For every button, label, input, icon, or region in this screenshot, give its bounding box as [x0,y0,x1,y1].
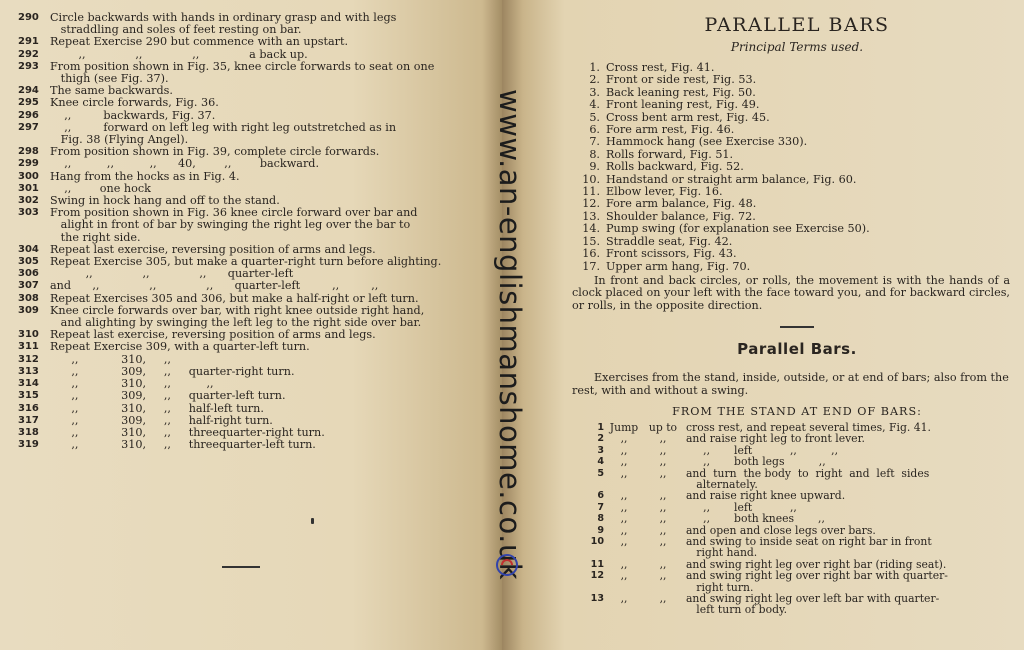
exercise-text: and swing right leg over left bar with quarter- left turn of body. [686,592,940,617]
term-number: 14. [582,222,600,236]
exercise-number: 318 [18,426,39,438]
term-number: 16. [582,247,600,261]
exercise-number: 306 [18,268,39,280]
exercise-number: 301 [18,182,39,194]
exercise-number: 317 [18,414,39,426]
exercise-entry [18,110,496,122]
exercise-text: Repeat Exercise 290 but commence with an upstart. [50,35,349,49]
exercise-text: ,, both legs ,, [686,455,826,469]
page-title: PARALLEL BARS [704,14,890,36]
term-item [578,223,1016,235]
ditto-upto: ,, [659,455,667,469]
exercise-item [578,536,1016,559]
exercise-text: ,, left ,, [686,500,797,514]
exercise-number: 309 [18,304,39,316]
exercise-text: ,, 310, ,, threequarter-left turn. [50,438,316,452]
exercise-number: 308 [18,292,39,304]
exercise-number: 12 [590,570,604,582]
exercise-number: 4 [597,456,604,468]
exercise-entry [18,341,496,353]
term-number: 6. [589,123,600,137]
term-text: Fore arm rest, Fig. 46. [606,123,735,137]
exercise-text: and turn the body to right and left sides alternately. [686,466,930,491]
term-text: Cross bent arm rest, Fig. 45. [606,110,770,124]
ditto-upto: ,, [659,512,667,526]
ditto-upto: ,, [659,557,667,571]
term-text: Hammock hang (see Exercise 330). [606,135,808,149]
exercise-number: 319 [18,439,39,451]
term-text: Front leaning rest, Fig. 49. [606,98,760,112]
exercise-text: ,, 309, ,, quarter-right turn. [50,364,295,378]
exercise-text: cross rest, and repeat several times, Fig. 41. [686,420,931,434]
exercise-number: 311 [18,341,39,353]
exercise-number: 297 [18,121,39,133]
exercise-number: 312 [18,353,39,365]
term-number: 2. [589,73,600,87]
ditto-upto: ,, [659,569,667,583]
exercise-text: and swing right leg over right bar (riding seat). [686,557,947,571]
term-text: Shoulder balance, Fig. 72. [606,209,756,223]
exercise-number: 293 [18,60,39,72]
ditto-upto: ,, [659,523,667,537]
exercise-text: ,, 310, ,, half-left turn. [50,401,264,415]
exercise-text: ,, 309, ,, quarter-left turn. [50,389,286,403]
exercise-text: ,, 310, ,, [50,352,171,366]
ditto-jump: ,, [620,569,628,583]
exercise-text: Repeat last exercise, reversing position of arms and legs. [50,328,376,342]
term-text: Pump swing (for explanation see Exercise 50). [606,222,870,236]
exercise-text: and raise right leg to front lever. [686,432,865,446]
exercise-entry [18,207,496,244]
term-item [578,136,1016,148]
term-text: Back leaning rest, Fig. 50. [606,85,756,99]
exercise-text: ,, ,, ,, 40, ,, backward. [50,157,320,171]
right-page [502,0,1024,650]
term-number: 17. [582,259,600,273]
exercise-number: 302 [18,195,39,207]
term-number: 3. [589,85,600,99]
term-number: 4. [589,98,600,112]
ditto-jump: ,, [620,512,628,526]
ditto-jump: ,, [620,443,628,457]
exercise-item [578,490,1016,501]
watermark [490,89,530,581]
exercise-number: 310 [18,329,39,341]
exercise-number: 3 [597,444,604,456]
watermark-logo-icon [494,552,520,578]
exercise-text: From position shown in Fig. 36 knee circle forward over bar and alight in front of bar by swinging the right leg over the bar to the right side. [50,206,418,244]
term-text: Handstand or straight arm balance, Fig. 60. [606,172,857,186]
exercise-text: and raise right knee upward. [686,489,846,503]
term-text: Elbow lever, Fig. 16. [606,185,723,199]
exercise-entry [18,158,496,170]
ditto-upto: ,, [659,535,667,548]
exercise-text: The same backwards. [50,84,173,98]
term-number: 13. [582,209,600,223]
ditto-upto: up to [648,420,678,434]
exercise-number: 11 [590,558,604,570]
exercise-entry [18,171,496,183]
term-number: 10. [582,172,600,186]
exercise-text: Knee circle forwards over bar, with right knee outside right hand, and alighting by swinging the left leg to the right side over bar. [50,303,425,330]
term-text: Fore arm balance, Fig. 48. [606,197,757,211]
ditto-jump: ,, [620,592,628,606]
exercise-entry [18,280,496,292]
ditto-jump: ,, [620,523,628,537]
exercise-text: Repeat Exercise 309, with a quarter-left turn. [50,340,310,354]
term-text: Upper arm hang, Fig. 70. [606,259,751,273]
term-text: Cross rest, Fig. 41. [606,61,715,74]
term-text: Front or side rest, Fig. 53. [606,73,757,87]
exercise-number: 296 [18,109,39,121]
term-item [578,161,1016,173]
exercise-text: and ,, ,, ,, quarter-left ,, ,, [50,279,379,293]
watermark-text: www.an-englishmanshome.co.uk [493,89,527,581]
exercise-text: Circle backwards with hands in ordinary grasp and with legs straddling and soles of feet resting on bar. [50,11,397,37]
ditto-upto: ,, [659,466,667,480]
exercise-text: and open and close legs over bars. [686,523,876,537]
rotation-note: In front and back circles, or rolls, the movement is with the hands of a clock placed on your left with the face toward you, and for backward circles, or rolls, in the opposite direction. [572,273,1010,312]
exercise-text: ,, 310, ,, ,, [50,377,214,391]
exercise-item [578,593,1016,616]
exercise-text: and swing right leg over right bar with quarter- right turn. [686,569,948,594]
exercise-number: 300 [18,170,39,182]
exercise-number: 315 [18,390,39,402]
ditto-upto: ,, [659,592,667,606]
ditto-jump: ,, [620,557,628,571]
exercise-entry [18,403,496,415]
exercise-text: ,, forward on left leg with right leg outstretched as in Fig. 38 (Flying Angel). [60,120,397,147]
exercise-text: Repeat Exercise 305, but make a quarter-right turn before alighting. [50,255,442,269]
exercise-number: 13 [590,593,604,605]
term-text: Rolls backward, Fig. 52. [606,160,744,174]
ditto-upto: ,, [659,489,667,503]
exercise-number: 313 [18,365,39,377]
term-number: 5. [589,110,600,124]
exercise-number: 307 [18,280,39,292]
exercise-item [578,468,1016,491]
exercise-entry [18,12,496,36]
ditto-jump: ,, [620,432,628,446]
exercise-number: 304 [18,243,39,255]
section-rule [780,326,814,328]
exercise-number: 9 [597,524,604,536]
exercise-text: Repeat Exercises 305 and 306, but make a half-right or left turn. [50,291,419,305]
page-subtitle: Principal Terms used. [730,40,864,54]
exercise-number: 303 [18,207,39,219]
exercise-text: Swing in hock hang and off to the stand. [50,194,280,208]
exercise-number: 8 [597,513,604,525]
ink-mark [311,518,314,524]
exercise-number: 6 [597,490,604,502]
exercise-number: 316 [18,402,39,414]
ditto-jump: ,, [620,489,628,503]
exercise-entry [18,97,496,109]
exercise-number: 294 [18,85,39,97]
exercise-entry [18,61,496,85]
exercise-number: 1 [597,421,604,433]
exercise-number: 299 [18,158,39,170]
exercise-number: 295 [18,97,39,109]
exercise-item [578,513,1016,524]
exercise-number: 7 [597,501,604,513]
exercise-text: Repeat last exercise, reversing position of arms and legs. [50,242,376,256]
exercise-entry [18,439,496,451]
term-item [578,99,1016,111]
term-number: 9. [589,160,600,174]
ditto-jump: ,, [620,535,628,548]
left-page [0,0,502,650]
term-text: Straddle seat, Fig. 42. [606,234,733,248]
exercise-text: ,, both knees ,, [686,512,825,526]
exercise-text: and swing to inside seat on right bar in front right hand. [686,535,932,560]
exercise-item [578,570,1016,593]
terms-list [578,62,1016,273]
term-text: Front scissors, Fig. 43. [606,247,737,261]
ditto-upto: ,, [659,443,667,457]
exercise-text: ,, ,, ,, a back up. [50,47,308,61]
exercise-text: ,, 310, ,, threequarter-right turn. [50,425,325,439]
term-number: 1. [589,61,600,74]
exercise-number: 292 [18,48,39,60]
page-end-rule [222,566,260,568]
exercise-number: 10 [590,536,604,547]
exercise-entry [18,122,496,146]
ditto-jump: Jump [609,420,639,434]
exercise-list [578,422,1016,616]
exercise-text: From position shown in Fig. 35, knee circle forwards to seat on one thigh (see Fig. 37). [50,59,435,86]
exercise-text: Hang from the hocks as in Fig. 4. [50,169,240,183]
ditto-jump: ,, [620,455,628,469]
exercise-number: 291 [18,36,39,48]
term-item [578,198,1016,210]
exercise-text: ,, left ,, ,, [686,443,839,457]
exercise-entry [18,49,496,61]
exercise-item [578,456,1016,467]
exercise-entry [18,390,496,402]
exercise-text: From position shown in Fig. 39, complete circle forwards. [50,145,380,159]
exercise-text: Knee circle forwards, Fig. 36. [50,96,219,110]
term-number: 12. [582,197,600,211]
exercise-entry [18,305,496,329]
term-item [578,248,1016,260]
ditto-jump: ,, [620,500,628,514]
exercise-text: ,, 309, ,, half-right turn. [50,413,273,427]
exercise-text: ,, ,, ,, quarter-left [50,267,294,281]
exercises-intro: Exercises from the stand, inside, outside, or at end of bars; also from the rest, with and without a swing. [572,371,1009,397]
exercise-number: 314 [18,378,39,390]
term-number: 15. [582,234,600,248]
exercise-number: 305 [18,256,39,268]
term-number: 11. [582,185,600,199]
subsection-heading: FROM THE STAND AT END OF BARS: [672,404,922,418]
exercise-text: ,, backwards, Fig. 37. [50,108,216,122]
term-number: 7. [589,135,600,149]
term-number: 8. [589,147,600,161]
term-item [578,74,1016,86]
exercise-text: ,, one hock [50,181,151,195]
ditto-jump: ,, [620,466,628,480]
term-text: Rolls forward, Fig. 51. [606,147,734,161]
exercise-number: 290 [18,12,39,23]
exercise-entry [18,36,496,48]
section-heading: Parallel Bars. [737,340,857,359]
ditto-upto: ,, [659,500,667,514]
exercise-number: 5 [597,467,604,479]
ditto-upto: ,, [659,432,667,446]
term-item [578,261,1016,273]
exercise-number: 2 [597,433,604,445]
exercise-number: 298 [18,146,39,158]
